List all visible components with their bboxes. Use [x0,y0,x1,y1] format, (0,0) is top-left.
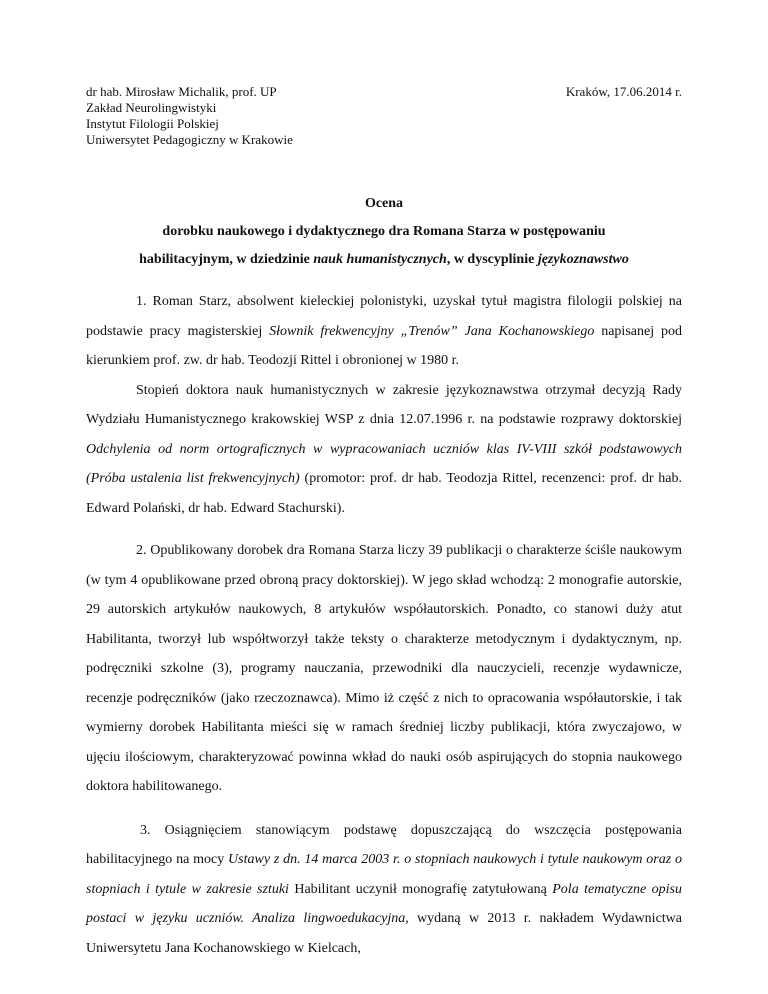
dissertation-title-italic: Odchylenia od norm ortograficznych w wypracowaniach uczniów klas IV-VIII szkół podstawowych (Próba ustalenia list frekwencyjnych) [86,441,682,486]
document-title [86,190,682,274]
act-title-italic: Ustawy z dn. 14 marca 2003 r. o stopniach naukowych i tytule naukowym oraz o stopniach i tytule w zakresie sztuki [86,852,683,897]
paragraph-text: Habilitant uczynił monografię zatytułowaną [288,881,553,897]
paragraph-text: , wydaną w 2013 r. nakładem Wydawnictwa Uniwersytetu Jana Kochanowskiego w Kielcach, [86,911,682,956]
title-line-3 [86,246,682,274]
title-text: , w dyscyplinie [446,252,538,267]
title-discipline-italic: językoznawstwo [537,252,629,267]
paragraph-2 [86,376,682,524]
title-field-italic: nauk humanistycznych [313,252,447,267]
paragraph-4 [86,816,682,964]
title-text: habilitacyjnym, w dziedzinie [139,252,314,267]
place-and-date: Kraków, 17.06.2014 r. [565,84,682,99]
sender-department: Zakład Neurolingwistyki [86,100,217,115]
document-body [86,287,682,963]
sender-university: Uniwersytet Pedagogiczny w Krakowie [86,132,293,147]
paragraph-text: 3. Osiągnięciem stanowiącym podstawę dopuszczającą do wszczęcia postępowania habilitacyjnego na mocy [86,822,682,867]
sender-institute: Instytut Filologii Polskiej [86,116,219,131]
paragraph-text: Stopień doktora nauk humanistycznych w zakresie językoznawstwa otrzymał decyzją Rady Wydziału Humanistycznego krakowskiej WSP z dnia 12.07.1996 r. na podstawie rozprawy doktorskiej [86,382,682,427]
paragraph-3: 2. Opublikowany dorobek dra Romana Starza liczy 39 publikacji o charakterze ściśle naukowym (w tym 4 opublikowane przed obroną pracy doktorskiej). W jego skład wchodzą: 2 monografie autorskie, 29 autorskich artykułów naukowych, 8 artykułów współautorskich. Ponadto, co stanowi duży atut Habilitanta, tworzył lub współtworzył także teksty o charakterze metodycznym i dydaktycznym, np. podręczniki szkolne (3), programy nauczania, przewodniki dla nauczycieli, recenzje wydawnicze, recenzje podręczników (jako rzeczoznawca). Mimo iż część z nich to opracowania współautorskie, i tak wymierny dorobek Habilitanta mieści się w ramach średniej liczby publikacji, która zwyczajowo, w ujęciu ilościowym, charakteryzować powinna wkład do nauki osób aspirujących do stopnia naukowego doktora habilitowanego. [86,543,682,794]
paragraph-text: (promotor: prof. dr hab. Teodozja Rittel, recenzenci: prof. dr hab. Edward Polański, dr hab. Edward Stachurski). [86,471,682,516]
monograph-title-italic: Pola tematyczne opisu postaci w języku uczniów. Analiza lingwoedukacyjna [86,881,682,926]
thesis-title-italic: Słownik frekwencyjny „Trenów” Jana Kochanowskiego [269,323,595,339]
paragraph-text: napisanej pod kierunkiem prof. zw. dr hab. Teodozji Rittel i obronionej w 1980 r. [86,323,682,368]
title-line-2: dorobku naukowego i dydaktycznego dra Romana Starza w postępowaniu [162,224,606,239]
paragraph-1 [86,287,682,376]
sender-name: dr hab. Mirosław Michalik, prof. UP [86,84,277,99]
title-heading: Ocena [364,196,404,211]
sender-block [86,84,293,148]
paragraph-text: 1. Roman Starz, absolwent kieleckiej polonistyki, uzyskał tytuł magistra filologii polskiej na podstawie pracy magisterskiej [86,294,682,339]
